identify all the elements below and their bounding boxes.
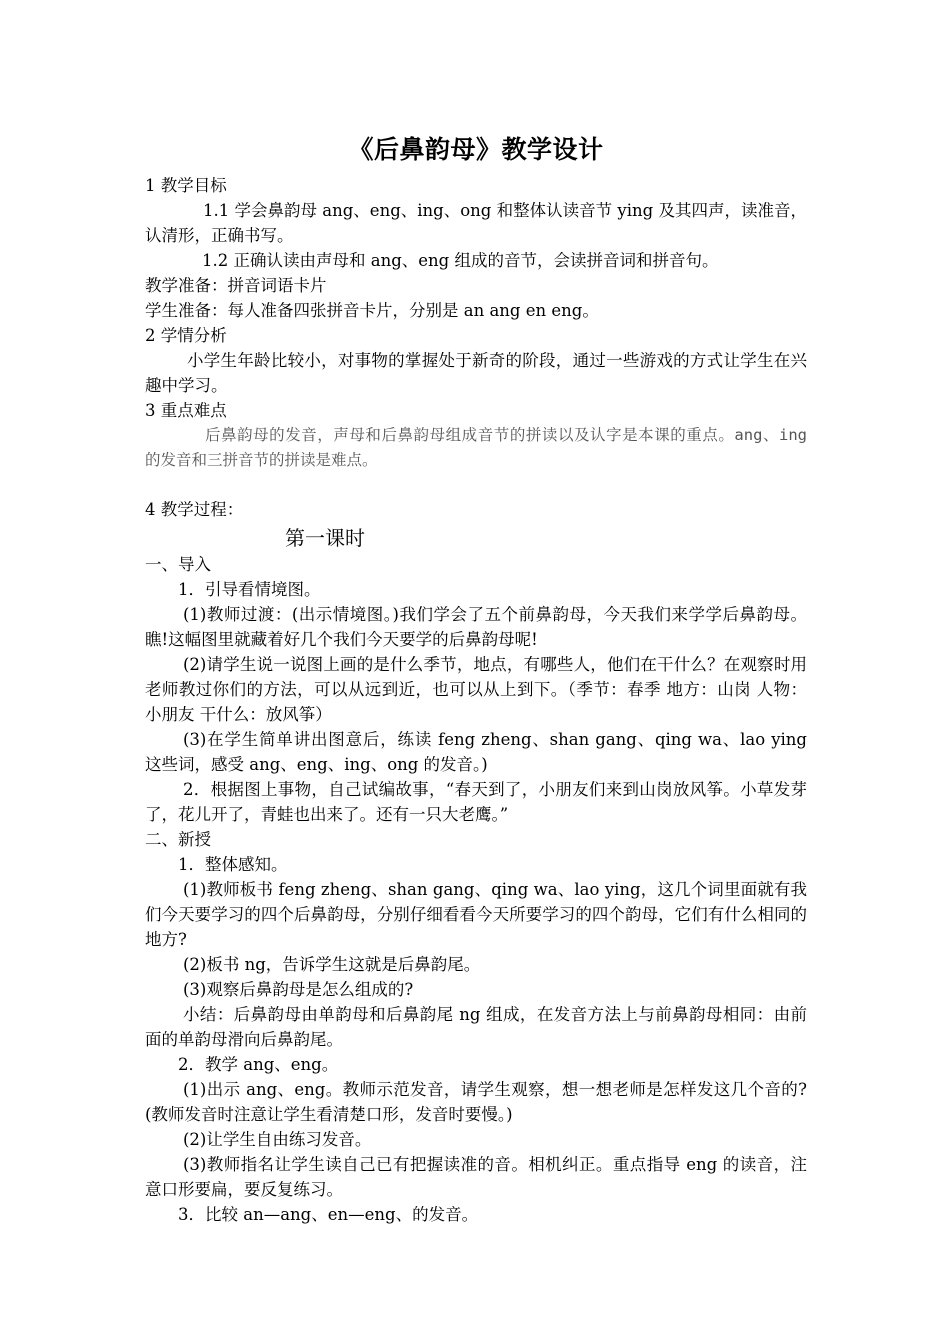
document-body xyxy=(145,132,807,1227)
intro-step-1: 1．引导看情境图。 xyxy=(178,580,321,599)
new-step-1-1: (1)教师板书 feng zheng、shan gang、qing wa、lao ying，这几个词里面就有我们今天要学习的四个后鼻韵母，分别仔细看看今天所要学习的四个韵母，它们有什么相同的地方? xyxy=(145,880,807,949)
intro-step-1-3: (3)在学生简单讲出图意后，练读 feng zheng、shan gang、qing wa、lao ying 这些词，感受 ang、eng、ing、ong 的发音。) xyxy=(145,730,807,774)
intro-step-1-2: (2)请学生说一说图上画的是什么季节，地点，有哪些人，他们在干什么？在观察时用老师教过你们的方法，可以从远到近，也可以从上到下。（季节：春季 地方：山岗 人物：小朋友 干什么：放风筝） xyxy=(145,655,807,724)
new-step-1-2: (2)板书 ng，告诉学生这就是后鼻韵尾。 xyxy=(183,955,481,974)
document-title: 《后鼻韵母》教学设计 xyxy=(348,135,604,164)
summary-paragraph: 小结：后鼻韵母由单韵母和后鼻韵尾 ng 组成，在发音方法上与前鼻韵母相同：由前面的单韵母滑向后鼻韵尾。 xyxy=(145,1005,807,1049)
new-step-1: 1．整体感知。 xyxy=(178,855,288,874)
section-heading-key-points: 3 重点难点 xyxy=(145,401,227,420)
part-heading-new-lesson: 二、新授 xyxy=(145,830,211,849)
part-heading-intro: 一、导入 xyxy=(145,555,211,574)
new-step-3: 3．比较 an—ang、en—eng、的发音。 xyxy=(178,1205,479,1224)
teacher-preparation: 教学准备：拼音词语卡片 xyxy=(145,276,327,295)
key-points-paragraph: 后鼻韵母的发音，声母和后鼻韵母组成音节的拼读以及认字是本课的重点。ang、ing 的发音和三拼音节的拼读是难点。 xyxy=(145,426,807,469)
section-heading-process: 4 教学过程： xyxy=(145,500,244,519)
new-step-2-1: (1)出示 ang、eng。教师示范发音，请学生观察，想一想老师是怎样发这几个音的?(教师发音时注意让学生看清楚口形，发音时要慢。) xyxy=(145,1080,807,1124)
objective-1-1: 1.1 学会鼻韵母 ang、eng、ing、ong 和整体认读音节 ying 及其四声，读准音，认清形，正确书写。 xyxy=(145,201,807,245)
intro-step-1-1: (1)教师过渡：(出示情境图。)我们学会了五个前鼻韵母，今天我们来学学后鼻韵母。瞧!这幅图里就藏着好几个我们今天要学的后鼻韵母呢! xyxy=(145,605,807,649)
new-step-2-2: (2)让学生自由练习发音。 xyxy=(183,1130,372,1149)
new-step-1-3: (3)观察后鼻韵母是怎么组成的? xyxy=(183,980,414,999)
analysis-paragraph: 小学生年龄比较小，对事物的掌握处于新奇的阶段，通过一些游戏的方式让学生在兴趣中学习。 xyxy=(145,351,807,395)
lesson-title: 第一课时 xyxy=(285,526,365,550)
new-step-2: 2．教学 ang、eng。 xyxy=(178,1055,339,1074)
section-heading-objectives: 1 教学目标 xyxy=(145,176,227,195)
student-preparation: 学生准备：每人准备四张拼音卡片，分别是 an ang en eng。 xyxy=(145,301,599,320)
intro-step-2: 2．根据图上事物，自己试编故事，“春天到了，小朋友们来到山岗放风筝。小草发芽了，花儿开了，青蛙也出来了。还有一只大老鹰。” xyxy=(145,780,807,824)
section-heading-analysis: 2 学情分析 xyxy=(145,326,227,345)
objective-1-2: 1.2 正确认读由声母和 ang、eng 组成的音节，会读拼音词和拼音句。 xyxy=(202,251,719,270)
spacer xyxy=(145,473,807,497)
new-step-2-3: (3)教师指名让学生读自己已有把握读准的音。相机纠正。重点指导 eng 的读音，注意口形要扁，要反复练习。 xyxy=(145,1155,807,1199)
